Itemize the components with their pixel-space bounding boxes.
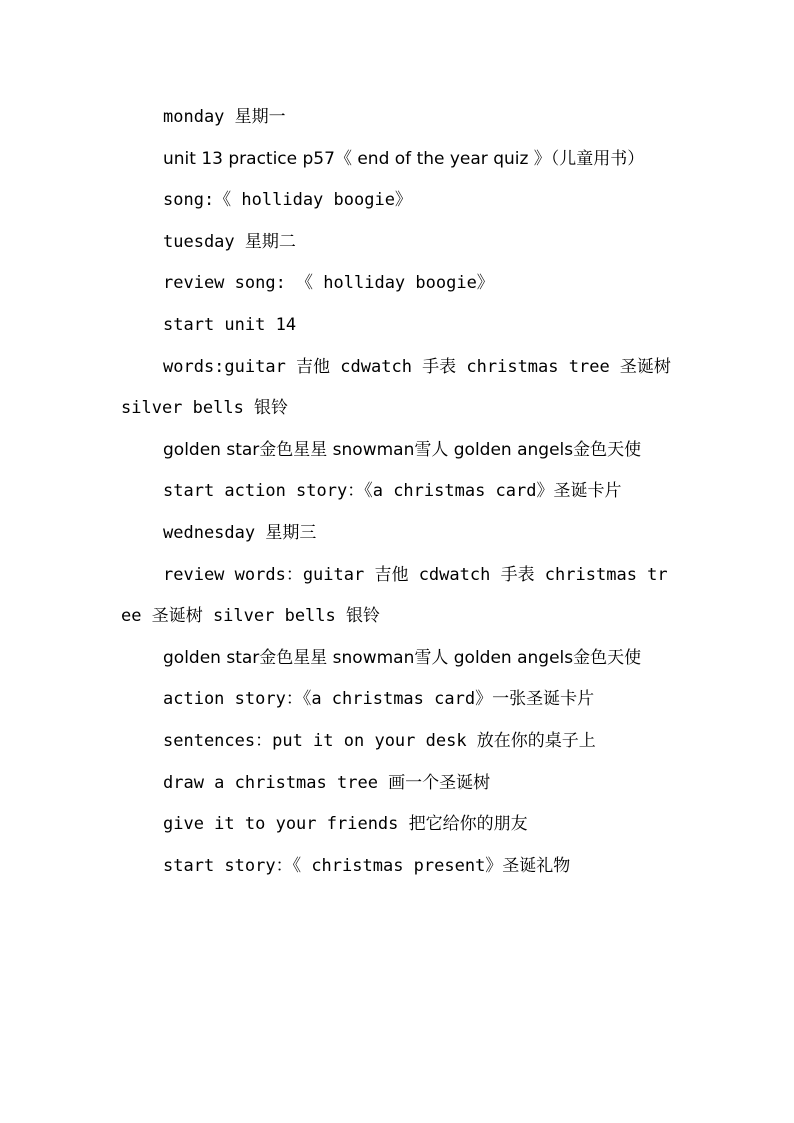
paragraph-monday: monday 星期一 — [163, 107, 286, 127]
paragraph-draw-tree: draw a christmas tree 画一个圣诞树 — [163, 772, 491, 793]
paragraph-action-story-start: start action story：《a christmas card》圣诞卡片 — [163, 481, 622, 502]
paragraph-tuesday: tuesday 星期二 — [163, 231, 296, 252]
paragraph-give-friends: give it to your friends 把它给你的朋友 — [163, 814, 528, 835]
paragraph-words: words:guitar 吉他 cdwatch 手表 christmas tree 圣诞树 silver bells 银铃 — [121, 356, 682, 419]
paragraph-review-words-continued: golden star金色星星 snowman雪人 golden angels金色天使 — [163, 647, 642, 668]
paragraph-action-story: action story：《a christmas card》一张圣诞卡片 — [163, 689, 595, 710]
paragraph-unit13-practice: unit 13 practice p57《 end of the year quiz 》（儿童用书） — [163, 148, 645, 169]
paragraph-start-unit14: start unit 14 — [163, 314, 297, 335]
paragraph-start-story: start story：《 christmas present》圣诞礼物 — [163, 855, 571, 876]
paragraph-review-words: review words：guitar 吉他 cdwatch 手表 christmas tree 圣诞树 silver bells 银铃 — [121, 564, 668, 627]
paragraph-wednesday: wednesday 星期三 — [163, 522, 317, 543]
paragraph-sentences: sentences：put it on your desk 放在你的桌子上 — [163, 730, 596, 751]
paragraph-review-song: review song: 《 holliday boogie》 — [163, 273, 494, 294]
paragraph-words-continued: golden star金色星星 snowman雪人 golden angels金色天使 — [163, 439, 642, 460]
paragraph-song: song:《 holliday boogie》 — [163, 190, 412, 211]
document-body — [121, 97, 682, 887]
